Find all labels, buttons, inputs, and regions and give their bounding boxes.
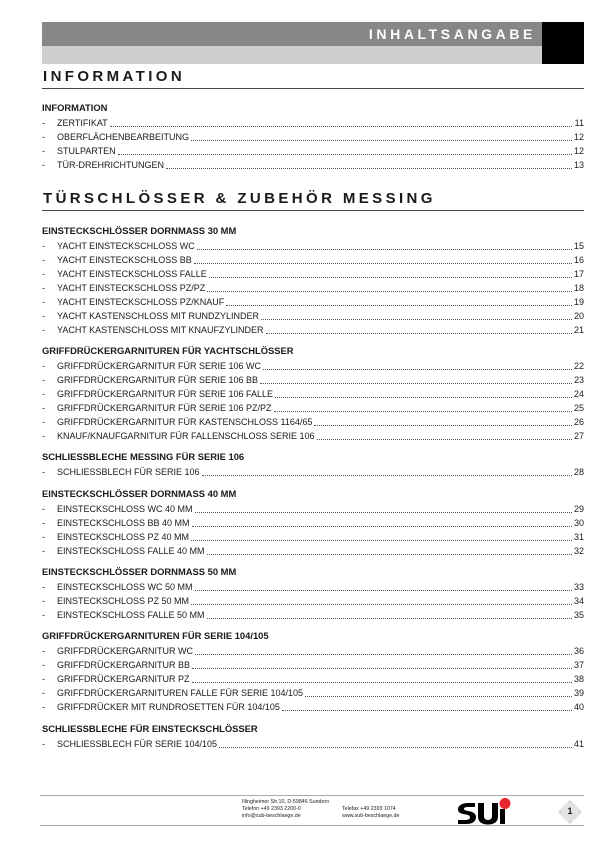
entry-dash: -	[42, 610, 45, 620]
section-title-information: INFORMATION	[43, 68, 186, 85]
entry-page: 40	[573, 702, 584, 712]
toc-entry[interactable]	[42, 529, 584, 543]
toc-entry[interactable]	[42, 579, 584, 593]
dot-leader	[305, 696, 572, 697]
toc-entry[interactable]	[42, 115, 584, 129]
dot-leader	[195, 590, 572, 591]
toc-entry[interactable]	[42, 266, 584, 280]
entry-dash: -	[42, 504, 45, 514]
toc-entry[interactable]	[42, 643, 584, 657]
entry-label: EINSTECKSCHLOSS PZ 40 MM	[57, 532, 190, 542]
header-subband	[42, 46, 542, 64]
toc-entry[interactable]	[42, 280, 584, 294]
entry-page: 26	[573, 417, 584, 427]
entry-page: 20	[573, 311, 584, 321]
section-title-tuerschloesser: TÜRSCHLÖSSER & ZUBEHÖR MESSING	[43, 190, 436, 207]
entry-dash: -	[42, 311, 45, 321]
entry-page: 12	[573, 146, 584, 156]
entry-dash: -	[42, 674, 45, 684]
footer-phone: Telefon +49 2393 2200-0	[242, 806, 301, 812]
toc-entry[interactable]	[42, 157, 584, 171]
entry-page: 16	[573, 255, 584, 265]
page-number: 1	[567, 806, 573, 816]
toc-entry[interactable]	[42, 358, 584, 372]
entry-page: 35	[573, 610, 584, 620]
entry-label: SCHLIESSBLECH FÜR SERIE 106	[57, 467, 200, 477]
entry-label: TÜR-DREHRICHTUNGEN	[57, 160, 164, 170]
entry-label: YACHT EINSTECKSCHLOSS PZ/KNAUF	[57, 297, 225, 307]
toc-group-dornmass-50	[42, 566, 584, 621]
entry-dash: -	[42, 269, 45, 279]
entry-label: KNAUF/KNAUFGARNITUR FÜR FALLENSCHLOSS SERIE 106	[57, 431, 315, 441]
entry-label: YACHT EINSTECKSCHLOSS PZ/PZ	[57, 283, 206, 293]
toc-entry[interactable]	[42, 322, 584, 336]
entry-label: EINSTECKSCHLOSS WC 50 MM	[57, 582, 193, 592]
entry-label: EINSTECKSCHLOSS FALLE 50 MM	[57, 610, 205, 620]
entry-page: 41	[573, 739, 584, 749]
entry-label: EINSTECKSCHLOSS PZ 50 MM	[57, 596, 190, 606]
entry-label: STULPARTEN	[57, 146, 116, 156]
entry-page: 33	[573, 582, 584, 592]
entry-label: YACHT KASTENSCHLOSS MIT KNAUFZYLINDER	[57, 325, 264, 335]
group-title: EINSTECKSCHLÖSSER DORNMASS 30 MM	[42, 225, 237, 236]
footer-rule-bottom	[40, 825, 584, 826]
header-black-square	[542, 22, 584, 64]
toc-entry[interactable]	[42, 593, 584, 607]
entry-dash: -	[42, 132, 45, 142]
toc-group-griffdruecker-yacht	[42, 345, 584, 442]
toc-entry[interactable]	[42, 400, 584, 414]
entry-dash: -	[42, 518, 45, 528]
dot-leader	[197, 249, 572, 250]
entry-dash: -	[42, 375, 45, 385]
entry-page: 12	[573, 132, 584, 142]
entry-dash: -	[42, 283, 45, 293]
entry-page: 15	[573, 241, 584, 251]
dot-leader	[260, 383, 572, 384]
entry-label: GRIFFDRÜCKERGARNITUR BB	[57, 660, 191, 670]
entry-dash: -	[42, 325, 45, 335]
entry-label: YACHT KASTENSCHLOSS MIT RUNDZYLINDER	[57, 311, 260, 321]
entry-dash: -	[42, 255, 45, 265]
header-band	[42, 22, 542, 46]
entry-label: EINSTECKSCHLOSS BB 40 MM	[57, 518, 190, 528]
dot-leader	[266, 333, 572, 334]
dot-leader	[274, 411, 572, 412]
dot-leader	[314, 425, 572, 426]
entry-page: 32	[573, 546, 584, 556]
entry-page: 29	[573, 504, 584, 514]
entry-label: YACHT EINSTECKSCHLOSS BB	[57, 255, 192, 265]
entry-page: 24	[573, 389, 584, 399]
entry-label: GRIFFDRÜCKER MIT RUNDROSETTEN FÜR 104/105	[57, 702, 280, 712]
dot-leader	[261, 319, 572, 320]
entry-label: YACHT EINSTECKSCHLOSS WC	[57, 241, 195, 251]
entry-label: EINSTECKSCHLOSS FALLE 40 MM	[57, 546, 205, 556]
entry-label: GRIFFDRÜCKERGARNITUR FÜR KASTENSCHLOSS 1164/65	[57, 417, 313, 427]
group-title: EINSTECKSCHLÖSSER DORNMASS 40 MM	[42, 488, 237, 499]
entry-label: GRIFFDRÜCKERGARNITUREN FALLE FÜR SERIE 104/105	[57, 688, 304, 698]
entry-dash: -	[42, 660, 45, 670]
dot-leader	[207, 291, 572, 292]
entry-label: GRIFFDRÜCKERGARNITUR FÜR SERIE 106 WC	[57, 361, 262, 371]
footer-website[interactable]: www.sub-beschlaege.de	[342, 813, 400, 819]
dot-leader	[166, 168, 572, 169]
group-title: EINSTECKSCHLÖSSER DORNMASS 50 MM	[42, 566, 237, 577]
toc-entry[interactable]	[42, 386, 584, 400]
entry-page: 13	[573, 160, 584, 170]
toc-entry[interactable]	[42, 736, 584, 750]
entry-page: 18	[573, 283, 584, 293]
toc-entry[interactable]	[42, 143, 584, 157]
toc-entry[interactable]	[42, 129, 584, 143]
entry-dash: -	[42, 596, 45, 606]
dot-leader	[191, 140, 572, 141]
dot-leader	[226, 305, 572, 306]
entry-page: 23	[573, 375, 584, 385]
entry-page: 36	[573, 646, 584, 656]
dot-leader	[195, 654, 572, 655]
group-title: GRIFFDRÜCKERGARNITUREN FÜR SERIE 104/105	[42, 630, 269, 641]
entry-page: 27	[573, 431, 584, 441]
entry-label: GRIFFDRÜCKERGARNITUR WC	[57, 646, 193, 656]
entry-dash: -	[42, 431, 45, 441]
dot-leader	[191, 604, 572, 605]
toc-entry[interactable]	[42, 607, 584, 621]
toc-entry[interactable]	[42, 515, 584, 529]
entry-dash: -	[42, 532, 45, 542]
dot-leader	[202, 475, 572, 476]
entry-dash: -	[42, 297, 45, 307]
company-logo-icon	[455, 797, 517, 825]
dot-leader	[219, 747, 572, 748]
entry-label: SCHLIESSBLECH FÜR SERIE 104/105	[57, 739, 218, 749]
toc-entry[interactable]	[42, 657, 584, 671]
dot-leader	[282, 710, 572, 711]
header-title: INHALTSANGABE	[368, 26, 536, 42]
entry-dash: -	[42, 160, 45, 170]
entry-page: 31	[573, 532, 584, 542]
toc-entry[interactable]	[42, 308, 584, 322]
dot-leader	[209, 277, 572, 278]
group-title: INFORMATION	[42, 102, 108, 113]
entry-page: 39	[573, 688, 584, 698]
entry-page: 11	[574, 118, 584, 128]
dot-leader	[207, 618, 572, 619]
entry-dash: -	[42, 582, 45, 592]
entry-dash: -	[42, 118, 45, 128]
toc-entry[interactable]	[42, 414, 584, 428]
toc-entry[interactable]	[42, 685, 584, 699]
entry-dash: -	[42, 646, 45, 656]
entry-page: 38	[573, 674, 584, 684]
group-title: GRIFFDRÜCKERGARNITUREN FÜR YACHTSCHLÖSSER	[42, 345, 294, 356]
entry-label: YACHT EINSTECKSCHLOSS FALLE	[57, 269, 207, 279]
dot-leader	[192, 526, 572, 527]
footer-fax: Telefax +49 2393 1074	[342, 806, 396, 812]
toc-entry[interactable]	[42, 699, 584, 713]
entry-dash: -	[42, 546, 45, 556]
dot-leader	[194, 263, 572, 264]
entry-page: 30	[573, 518, 584, 528]
entry-page: 19	[573, 297, 584, 307]
entry-dash: -	[42, 702, 45, 712]
dot-leader	[317, 439, 572, 440]
toc-entry[interactable]	[42, 428, 584, 442]
toc-group-information	[42, 102, 584, 171]
entry-page: 28	[573, 467, 584, 477]
toc-entry[interactable]	[42, 501, 584, 515]
entry-page: 34	[573, 596, 584, 606]
entry-label: GRIFFDRÜCKERGARNITUR FÜR SERIE 106 BB	[57, 375, 259, 385]
footer-email[interactable]: info@sub-beschlaege.de	[242, 813, 301, 819]
toc-group-dornmass-40	[42, 488, 584, 557]
entry-label: GRIFFDRÜCKERGARNITUR PZ	[57, 674, 190, 684]
toc-entry[interactable]	[42, 252, 584, 266]
dot-leader	[192, 682, 572, 683]
entry-label: EINSTECKSCHLOSS WC 40 MM	[57, 504, 193, 514]
footer-address: Illingheimer Str.10, D-59846 Sundern	[242, 799, 330, 805]
section-rule	[42, 210, 584, 211]
entry-dash: -	[42, 739, 45, 749]
entry-dash: -	[42, 146, 45, 156]
toc-group-schliessbleche-106	[42, 451, 584, 478]
dot-leader	[263, 369, 572, 370]
dot-leader	[118, 154, 572, 155]
entry-dash: -	[42, 241, 45, 251]
entry-page: 17	[573, 269, 584, 279]
footer-rule-top	[40, 795, 584, 796]
toc-entry[interactable]	[42, 294, 584, 308]
entry-label: OBERFLÄCHENBEARBEITUNG	[57, 132, 190, 142]
group-title: SCHLIESSBLECHE MESSING FÜR SERIE 106	[42, 451, 245, 462]
entry-label: ZERTIFIKAT	[57, 118, 108, 128]
dot-leader	[195, 512, 572, 513]
entry-dash: -	[42, 467, 45, 477]
entry-dash: -	[42, 389, 45, 399]
entry-page: 22	[573, 361, 584, 371]
entry-dash: -	[42, 403, 45, 413]
entry-page: 37	[573, 660, 584, 670]
entry-page: 21	[573, 325, 584, 335]
toc-group-griffdruecker-104-105	[42, 630, 584, 713]
entry-dash: -	[42, 417, 45, 427]
group-title: SCHLIESSBLECHE FÜR EINSTECKSCHLÖSSER	[42, 723, 258, 734]
toc-group-schliessbleche-einsteck	[42, 723, 584, 750]
entry-label: GRIFFDRÜCKERGARNITUR FÜR SERIE 106 FALLE	[57, 389, 274, 399]
toc-entry[interactable]	[42, 372, 584, 386]
dot-leader	[275, 397, 572, 398]
toc-entry[interactable]	[42, 238, 584, 252]
dot-leader	[192, 668, 572, 669]
entry-page: 25	[573, 403, 584, 413]
toc-entry[interactable]	[42, 543, 584, 557]
entry-label: GRIFFDRÜCKERGARNITUR FÜR SERIE 106 PZ/PZ	[57, 403, 272, 413]
dot-leader	[191, 540, 572, 541]
toc-entry[interactable]	[42, 671, 584, 685]
dot-leader	[110, 126, 572, 127]
toc-entry[interactable]	[42, 464, 584, 478]
section-rule	[42, 88, 584, 89]
toc-group-dornmass-30	[42, 225, 584, 336]
entry-dash: -	[42, 688, 45, 698]
dot-leader	[207, 554, 572, 555]
entry-dash: -	[42, 361, 45, 371]
